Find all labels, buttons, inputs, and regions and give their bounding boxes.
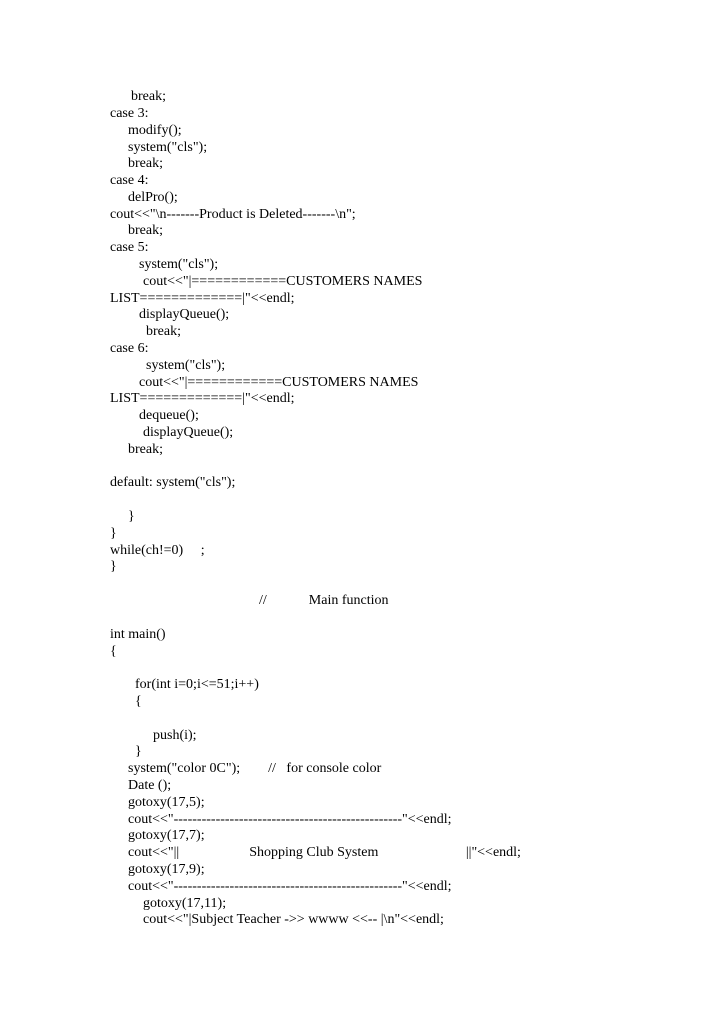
code-line: break;: [128, 223, 163, 238]
code-line: for(int i=0;i<=51;i++): [135, 677, 259, 692]
code-line: system("color 0C"); // for console color: [128, 761, 382, 776]
code-line: }: [135, 744, 142, 759]
code-line: system("cls");: [146, 358, 226, 373]
code-line: Date ();: [128, 778, 172, 793]
code-line: LIST=============|"<<endl;: [110, 391, 295, 406]
code-line: dequeue();: [139, 408, 199, 423]
code-line: while(ch!=0) ;: [110, 543, 205, 558]
code-line: gotoxy(17,7);: [128, 828, 205, 843]
code-line: modify();: [128, 123, 182, 138]
code-line: cout<<"-------------------------------------------------"<<endl;: [128, 879, 452, 894]
code-line: int main(): [110, 627, 166, 642]
code-line: case 5:: [110, 240, 149, 255]
code-line: }: [110, 526, 117, 541]
code-line: displayQueue();: [143, 425, 234, 440]
code-line: cout<<"-------------------------------------------------"<<endl;: [128, 812, 452, 827]
code-line: {: [110, 644, 117, 659]
code-line: gotoxy(17,9);: [128, 862, 205, 877]
code-line: case 3:: [110, 106, 149, 121]
code-line: cout<<"|| Shopping Club System ||"<<endl;: [128, 845, 521, 860]
code-line: gotoxy(17,5);: [128, 795, 205, 810]
code-line: break;: [146, 324, 181, 339]
code-line: default: system("cls");: [110, 475, 236, 490]
code-comment: // Main function: [259, 593, 389, 608]
code-line: delPro();: [128, 190, 178, 205]
code-line: push(i);: [153, 728, 197, 743]
code-line: }: [110, 559, 117, 574]
code-line: gotoxy(17,11);: [143, 896, 227, 911]
code-line: cout<<"|============CUSTOMERS NAMES: [139, 375, 419, 390]
code-line: cout<<"|============CUSTOMERS NAMES: [143, 274, 423, 289]
code-line: case 6:: [110, 341, 149, 356]
code-line: system("cls");: [139, 257, 219, 272]
code-line: case 4:: [110, 173, 149, 188]
code-line: break;: [131, 89, 166, 104]
code-line: }: [128, 509, 135, 524]
code-line: displayQueue();: [139, 307, 230, 322]
code-line: break;: [128, 442, 163, 457]
code-line: break;: [128, 156, 163, 171]
code-line: system("cls");: [128, 140, 208, 155]
code-line: {: [135, 694, 142, 709]
code-line: LIST=============|"<<endl;: [110, 291, 295, 306]
code-line: cout<<"|Subject Teacher ->> wwww <<-- |\n"<<endl;: [143, 912, 444, 927]
code-line: cout<<"\n-------Product is Deleted-------\n";: [110, 207, 356, 222]
